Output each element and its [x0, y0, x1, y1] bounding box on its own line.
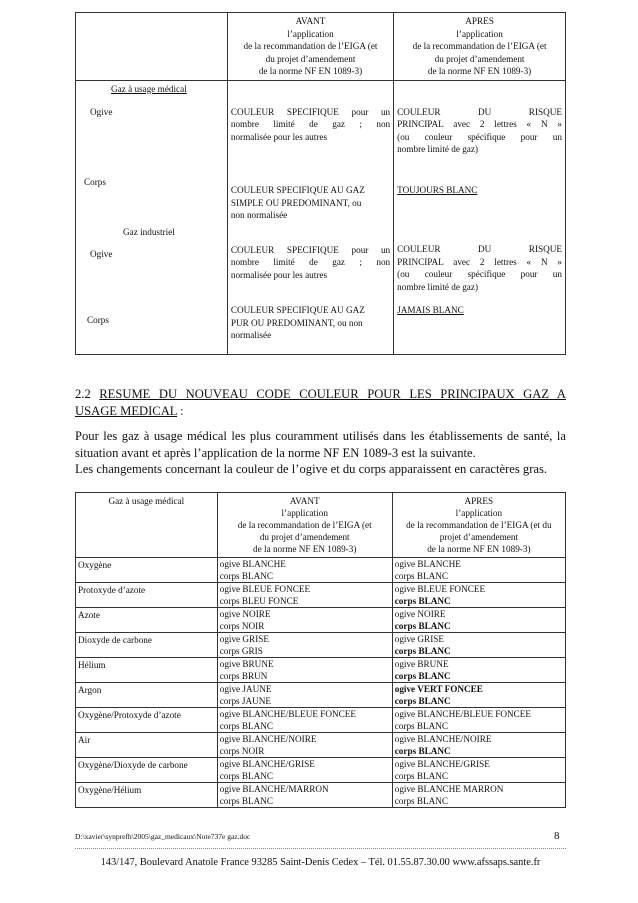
- table-row: [76, 783, 566, 808]
- header-avant: AVANT l’application de la recommandation de l’EIGA (et du projet d’amendement de la norme NF EN 1089-3): [227, 13, 393, 81]
- medical-ogive-label: Ogive: [90, 106, 113, 117]
- apres-colors: ogive VERT FONCEE corps BLANC: [392, 683, 565, 708]
- table-row: [76, 633, 566, 658]
- gas-name: Oxygène/Dioxyde de carbone: [76, 758, 218, 783]
- industrial-ogive-avant: COULEUR SPECIFIQUE pour un nombre limité de gaz ; non normalisée pour les autres: [230, 244, 391, 280]
- gas-name: Hélium: [76, 658, 218, 683]
- comparison-table-general: [75, 12, 566, 355]
- apres-colors: ogive BLANCHE corps BLANC: [392, 558, 565, 583]
- table-row: [76, 683, 566, 708]
- medical-ogive-avant: COULEUR SPECIFIQUE pour un nombre limité de gaz ; non normalisée pour les autres: [230, 106, 391, 142]
- table-row: [76, 608, 566, 633]
- avant-colors: ogive GRISE corps GRIS: [217, 633, 392, 658]
- table-header-row: [76, 493, 566, 558]
- gas-name: Oxygène/Hélium: [76, 783, 218, 808]
- avant-colors: ogive BLANCHE corps BLANC: [217, 558, 392, 583]
- apres-colors: ogive NOIRE corps BLANC: [392, 608, 565, 633]
- table-row: [76, 80, 566, 354]
- medical-corps-avant: COULEUR SPECIFIQUE AU GAZ SIMPLE OU PREDOMINANT, ou non normalisée: [230, 185, 365, 220]
- header-apres: APRES l’application de la recommandation de l’EIGA (et du projet d’amendement de la norme NF EN 1089-3): [394, 13, 566, 81]
- table-row: [76, 558, 566, 583]
- avant-colors: ogive BLEUE FONCEE corps BLEU FONCE: [217, 583, 392, 608]
- section-title-line2: USAGE MEDICAL: [75, 403, 178, 418]
- header-empty-cell: [76, 13, 228, 81]
- avant-colors: ogive BLANCHE/NOIRE corps NOIR: [217, 733, 392, 758]
- industrial-gas-title: Gaz industriel: [123, 226, 175, 237]
- apres-colors: ogive BLANCHE/GRISE corps BLANC: [392, 758, 565, 783]
- gas-name: Azote: [76, 608, 218, 633]
- industrial-ogive-label: Ogive: [90, 248, 113, 259]
- table-row: [76, 708, 566, 733]
- avant-colors: ogive BLANCHE/MARRON corps BLANC: [217, 783, 392, 808]
- apres-colors: ogive GRISE corps BLANC: [392, 633, 565, 658]
- section-title-line1: RESUME DU NOUVEAU CODE COULEUR POUR LES PRINCIPAUX GAZ A: [99, 387, 566, 401]
- table-row: [76, 658, 566, 683]
- avant-colors: ogive NOIRE corps NOIR: [217, 608, 392, 633]
- table-row: [76, 733, 566, 758]
- industrial-corps-label: Corps: [87, 314, 109, 325]
- document-path: D:\xavier\synprefh\2005\gaz_medicaux\Note737e gaz.doc: [75, 832, 251, 841]
- avant-values-cell: [227, 80, 393, 354]
- intro-paragraph: Pour les gaz à usage médical les plus couramment utilisés dans les établissements de santé, la situation avant et après l’application de la norme NF EN 1089-3 est la suivante. Les changements concernant la couleur de l’ogive et du corps apparaissent en caractères gras.: [75, 429, 566, 476]
- gas-name: Oxygène: [76, 558, 218, 583]
- apres-values-cell: [394, 80, 566, 354]
- page-number: 8: [554, 830, 560, 842]
- section-heading: 2.2 RESUME DU NOUVEAU CODE COULEUR POUR LES PRINCIPAUX GAZ A USAGE MEDICAL :: [75, 387, 566, 418]
- avant-colors: ogive BLANCHE/BLEUE FONCEE corps BLANC: [217, 708, 392, 733]
- footer-address: 143/147, Boulevard Anatole France 93285 Saint-Denis Cedex – Tél. 01.55.87.30.00 www.afssaps.sante.fr: [100, 857, 541, 868]
- avant-colors: ogive BRUNE corps BRUN: [217, 658, 392, 683]
- avant-colors: ogive BLANCHE/GRISE corps BLANC: [217, 758, 392, 783]
- gas-name: Argon: [76, 683, 218, 708]
- header-avant: AVANT l’application de la recommandation de l’EIGA (et du projet d’amendement de la norme NF EN 1089-3): [217, 493, 392, 558]
- apres-colors: ogive BLANCHE/BLEUE FONCEE corps BLANC: [392, 708, 565, 733]
- industrial-corps-apres: JAMAIS BLANC: [397, 305, 464, 315]
- apres-colors: ogive BRUNE corps BLANC: [392, 658, 565, 683]
- row-labels-cell: [76, 80, 228, 354]
- apres-colors: ogive BLANCHE MARRON corps BLANC: [392, 783, 565, 808]
- gas-name: Oxygène/Protoxyde d’azote: [76, 708, 218, 733]
- section-number: 2.2: [75, 387, 91, 401]
- table-row: [76, 758, 566, 783]
- apres-colors: ogive BLEUE FONCEE corps BLANC: [392, 583, 565, 608]
- header-apres: APRES l’application de la recommandation de l’EIGA (et du projet d’amendement de la norme NF EN 1089-3): [392, 493, 565, 558]
- gas-name: Air: [76, 733, 218, 758]
- gas-name: Protoxyde d’azote: [76, 583, 218, 608]
- table-header-row: [76, 13, 566, 81]
- medical-ogive-apres: COULEUR DU RISQUE PRINCIPAL avec 2 lettres « N » (ou couleur spécifique pour un nombre limité de gaz): [397, 106, 562, 154]
- industrial-corps-avant: COULEUR SPECIFIQUE AU GAZ PUR OU PREDOMINANT, ou non normalisée: [230, 305, 365, 340]
- medical-corps-apres: TOUJOURS BLANC: [397, 184, 478, 195]
- gas-name: Dioxyde de carbone: [76, 633, 218, 658]
- table-row: [76, 583, 566, 608]
- medical-gas-title: Gaz à usage médical: [111, 83, 187, 94]
- header-gas: Gaz à usage médical: [76, 493, 218, 558]
- footer-divider: [75, 848, 566, 849]
- medical-corps-label: Corps: [84, 176, 106, 187]
- avant-colors: ogive JAUNE corps JAUNE: [217, 683, 392, 708]
- apres-colors: ogive BLANCHE/NOIRE corps BLANC: [392, 733, 565, 758]
- industrial-ogive-apres: COULEUR DU RISQUE PRINCIPAL avec 2 lettres « N » (ou couleur spécifique pour un nombre limité de gaz): [397, 244, 562, 292]
- color-code-table: [75, 492, 566, 808]
